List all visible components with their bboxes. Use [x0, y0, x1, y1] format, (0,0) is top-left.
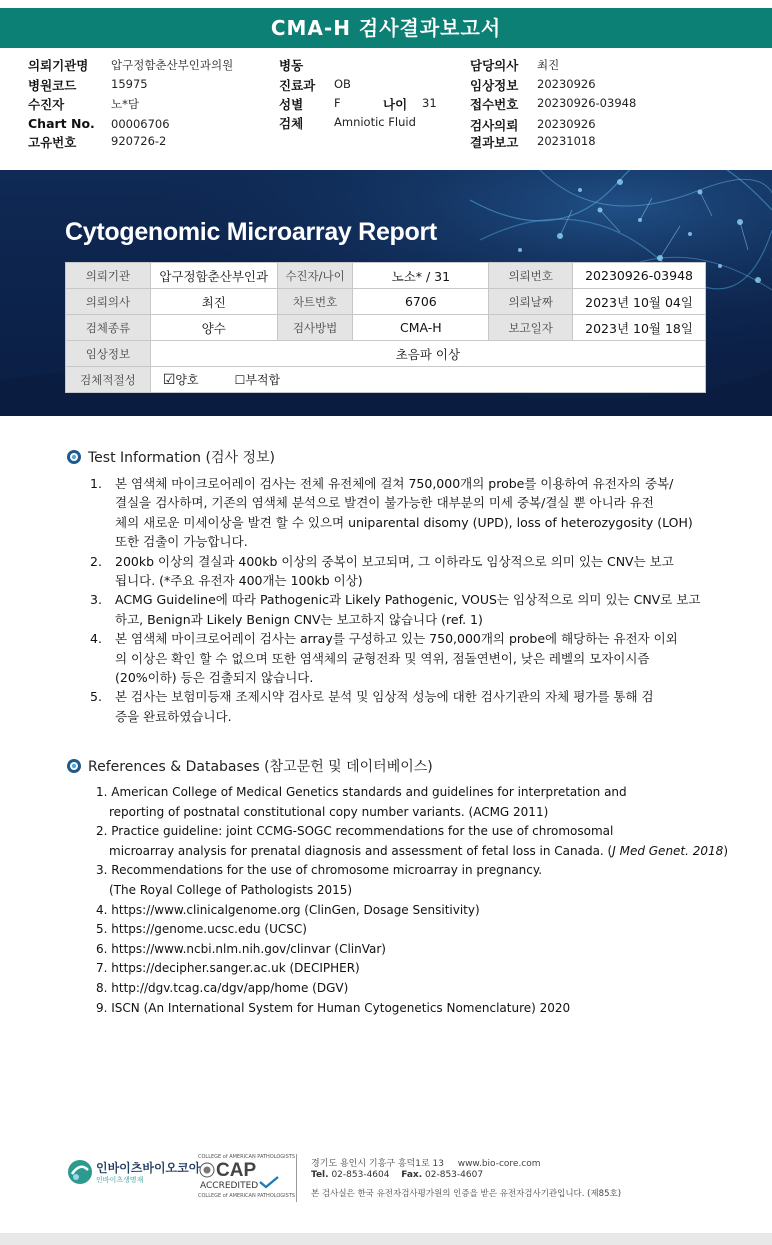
list-item [90, 629, 710, 687]
reference-link-decipher[interactable]: 7. https://decipher.sanger.ac.uk (DECIPHER) [96, 961, 360, 976]
cap-seal-icon [199, 1162, 215, 1178]
chart-number-label: 차트번호 [277, 289, 353, 315]
checkmark-icon [258, 1175, 280, 1189]
reference-line: 2. Practice guideline: joint CCMG-SOGC recommendations for the use of chromosomal [96, 824, 614, 839]
patient-label: 수진자 [28, 97, 65, 112]
adequacy-empty-box-icon: ☐ [234, 373, 246, 387]
list-item-line: 의 이상은 확인 할 수 없으며 또한 염색체의 균형전좌 및 역위, 점돌연변이, 낮은 레벨의 모자이시즘 [115, 650, 650, 666]
hospital-name-value: 압구정함춘산부인과의원 [111, 58, 234, 72]
reference-line: (The Royal College of Pathologists 2015) [109, 882, 353, 897]
test-info-list [90, 474, 710, 726]
requester-value: 압구정함춘산부인과 [150, 263, 277, 289]
footer-divider [296, 1154, 297, 1202]
requester-label: 의뢰기관 [66, 263, 151, 289]
adequacy-bad-label: 부적합 [245, 373, 281, 387]
reception-no-label: 접수번호 [470, 97, 519, 112]
specimen-type-value: 양수 [150, 315, 277, 341]
test-method-label: 검사방법 [277, 315, 353, 341]
unique-no-label: 고유번호 [28, 135, 77, 150]
info-row-3 [66, 315, 706, 341]
age-label: 나이 [383, 97, 408, 112]
section-bullet-icon [66, 449, 82, 465]
cap-logo-text: CAP [216, 1160, 257, 1181]
list-item-line: 됩니다. (*주요 유전자 400개는 100kb 이상) [115, 573, 363, 589]
request-no-value: 20230926-03948 [573, 263, 706, 289]
patient-age-label: 수진자/나이 [277, 263, 353, 289]
journal-name: J Med Genet. 2018 [612, 843, 724, 858]
test-request-value: 20230926 [537, 117, 596, 131]
list-item-line: 본 검사는 보험미등재 조제시약 검사로 분석 및 임상적 성능에 대한 검사기관의 자체 평가를 통해 검 [115, 689, 654, 705]
company-subname: 인바이츠생명재 [96, 1176, 144, 1184]
fax-label: Fax. [401, 1170, 423, 1180]
result-report-label: 결과보고 [470, 135, 519, 150]
specimen-label: 검체 [279, 116, 304, 131]
reference-text: microarray analysis for prenatal diagnosis and assessment of fetal loss in Canada. ( [109, 843, 613, 858]
footer [0, 1150, 772, 1210]
request-no-label: 의뢰번호 [489, 263, 573, 289]
report-date-value: 2023년 10월 18일 [573, 315, 706, 341]
list-item-line: (20%이하) 등은 검출되지 않습니다. [115, 670, 314, 686]
sex-value: F [334, 96, 341, 110]
list-item-line: 본 염색체 마이크로어레이 검사는 전체 유전체에 걸쳐 750,000개의 probe를 이용하여 유전자의 중복/ [115, 476, 674, 491]
list-item-line: 본 염색체 마이크로어레이 검사는 array를 구성하고 있는 750,000개의 probe에 해당하는 유전자 이외 [115, 631, 678, 647]
hospital-code-value: 15975 [111, 77, 148, 91]
unique-no-value: 920726-2 [111, 134, 167, 148]
bottom-scroll-strip [0, 1233, 772, 1245]
company-name: 인바이츠바이오코아 [96, 1161, 201, 1175]
test-info-heading [66, 447, 275, 467]
cap-top-text: COLLEGE of AMERICAN PATHOLOGISTS [198, 1154, 296, 1160]
info-row-adequacy [66, 367, 706, 393]
hospital-code-label: 병원코드 [28, 78, 77, 93]
reference-link-dgv[interactable]: 8. http://dgv.tcag.ca/dgv/app/home (DGV) [96, 980, 349, 995]
doctor-label: 담당의사 [470, 58, 519, 73]
references-heading-text: References & Databases (참고문헌 및 데이터베이스) [88, 759, 433, 775]
list-item-number: 4. [90, 631, 102, 647]
request-date-value: 2023년 10월 04일 [573, 289, 706, 315]
list-item-line: 증을 완료하였습니다. [115, 708, 232, 724]
footer-address-line [311, 1156, 541, 1169]
list-item-number: 5. [90, 689, 102, 705]
reference-line: reporting of postnatal constitutional copy number variants. (ACMG 2011) [109, 804, 549, 819]
sex-label: 성별 [279, 97, 304, 112]
footer-address: 경기도 용인시 기흥구 흥덕1로 13 [311, 1159, 444, 1169]
report-date-label: 보고일자 [489, 315, 573, 341]
reference-line: 3. Recommendations for the use of chromosome microarray in pregnancy. [96, 863, 543, 878]
list-item [90, 552, 710, 591]
ward-label: 병동 [279, 58, 304, 73]
specimen-value: Amniotic Fluid [334, 115, 416, 129]
department-label: 진료과 [279, 78, 316, 93]
clinical-label: 임상정보 [66, 341, 151, 367]
patient-header [0, 52, 772, 157]
reference-line: 9. ISCN (An International System for Human Cytogenetics Nomenclature) 2020 [96, 1000, 571, 1015]
adequacy-check-icon: ☑ [162, 372, 176, 388]
list-item [90, 687, 710, 726]
age-value: 31 [422, 96, 437, 110]
request-date-label: 의뢰날짜 [489, 289, 573, 315]
clinical-info-value: 20230926 [537, 77, 596, 91]
tel-label: Tel. [311, 1170, 329, 1180]
test-request-label: 검사의뢰 [470, 118, 519, 133]
adequacy-ok-label: 양호 [175, 373, 199, 387]
reference-line [96, 842, 736, 862]
footer-contact-line [311, 1170, 483, 1180]
reference-line: 1. American College of Medical Genetics standards and guidelines for interpretation and [96, 785, 627, 799]
chart-number-value: 6706 [353, 289, 489, 315]
list-item [90, 590, 710, 629]
reception-no-value: 20230926-03948 [537, 96, 637, 110]
references-list [96, 783, 736, 1018]
test-method-value: CMA-H [353, 315, 489, 341]
list-item-line: 200kb 이상의 결실과 400kb 이상의 중복이 보고되며, 그 이하라도 임상적으로 의미 있는 CNV는 보고 [115, 553, 674, 569]
result-report-value: 20231018 [537, 134, 596, 148]
banner-title: Cytogenomic Microarray Report [65, 218, 437, 246]
list-item-line: 체의 새로운 미세이상을 발견 할 수 있으며 uniparental disomy (UPD), loss of heterozygosity (LOH) [115, 514, 693, 530]
chart-no-value: 00006706 [111, 117, 170, 131]
list-item-number: 3. [90, 592, 102, 608]
list-item-line: 또한 검출이 가능합니다. [115, 534, 248, 550]
list-item-number: 2. [90, 553, 102, 569]
cap-accredited-text: ACCREDITED [200, 1181, 259, 1191]
reference-link-clinvar[interactable]: 6. https://www.ncbi.nlm.nih.gov/clinvar (ClinVar) [96, 941, 386, 956]
reference-link-ucsc[interactable]: 5. https://genome.ucsc.edu (UCSC) [96, 922, 307, 937]
info-row-2 [66, 289, 706, 315]
list-item-line: 하고, Benign과 Likely Benign CNV는 보고하지 않습니다 (ref. 1) [115, 611, 483, 627]
tel-number: 02-853-4604 [331, 1170, 390, 1180]
list-item [90, 474, 710, 552]
specimen-type-label: 검체종류 [66, 315, 151, 341]
report-info-table [65, 262, 706, 393]
request-doctor-label: 의뢰의사 [66, 289, 151, 315]
clinical-info-label: 임상정보 [470, 78, 519, 93]
report-title: CMA-H 검사결과보고서 [0, 8, 772, 48]
cap-bottom-text: COLLEGE of AMERICAN PATHOLOGISTS [198, 1193, 296, 1199]
section-bullet-icon [66, 758, 82, 774]
references-heading [66, 756, 433, 776]
request-doctor-value: 최진 [150, 289, 277, 315]
info-row-clinical [66, 341, 706, 367]
hospital-name-label: 의뢰기관명 [28, 58, 89, 73]
adequacy-label: 검체적절성 [66, 367, 151, 393]
department-value: OB [334, 77, 351, 91]
list-item-line: 결실을 검사하며, 기존의 염색체 분석으로 발견이 불가능한 대부분의 미세 중복/결실 뿐 아니라 유전 [115, 495, 654, 511]
patient-age-value: 노소* / 31 [353, 263, 489, 289]
patient-value: 노*담 [111, 97, 139, 111]
reference-tail: ) [723, 843, 728, 858]
fax-number: 02-853-4607 [425, 1170, 484, 1180]
company-logo-icon [66, 1158, 94, 1186]
doctor-value: 최진 [537, 58, 560, 72]
list-item-number: 1. [90, 476, 102, 491]
footer-website[interactable]: www.bio-core.com [457, 1159, 541, 1169]
reference-link-clingen[interactable]: 4. https://www.clinicalgenome.org (ClinGen, Dosage Sensitivity) [96, 902, 480, 917]
footer-certification-note: 본 검사실은 한국 유전자검사평가원의 인증을 받은 유전자검사기관입니다. (제85호) [311, 1189, 622, 1199]
test-info-heading-text: Test Information (검사 정보) [88, 450, 275, 466]
chart-no-label: Chart No. [28, 116, 95, 131]
clinical-value: 초음파 이상 [150, 341, 705, 367]
report-banner [0, 170, 772, 416]
info-row-1 [66, 263, 706, 289]
list-item-line: ACMG Guideline에 따라 Pathogenic과 Likely Pathogenic, VOUS는 임상적으로 의미 있는 CNV로 보고 [115, 592, 701, 608]
adequacy-options [150, 367, 705, 393]
